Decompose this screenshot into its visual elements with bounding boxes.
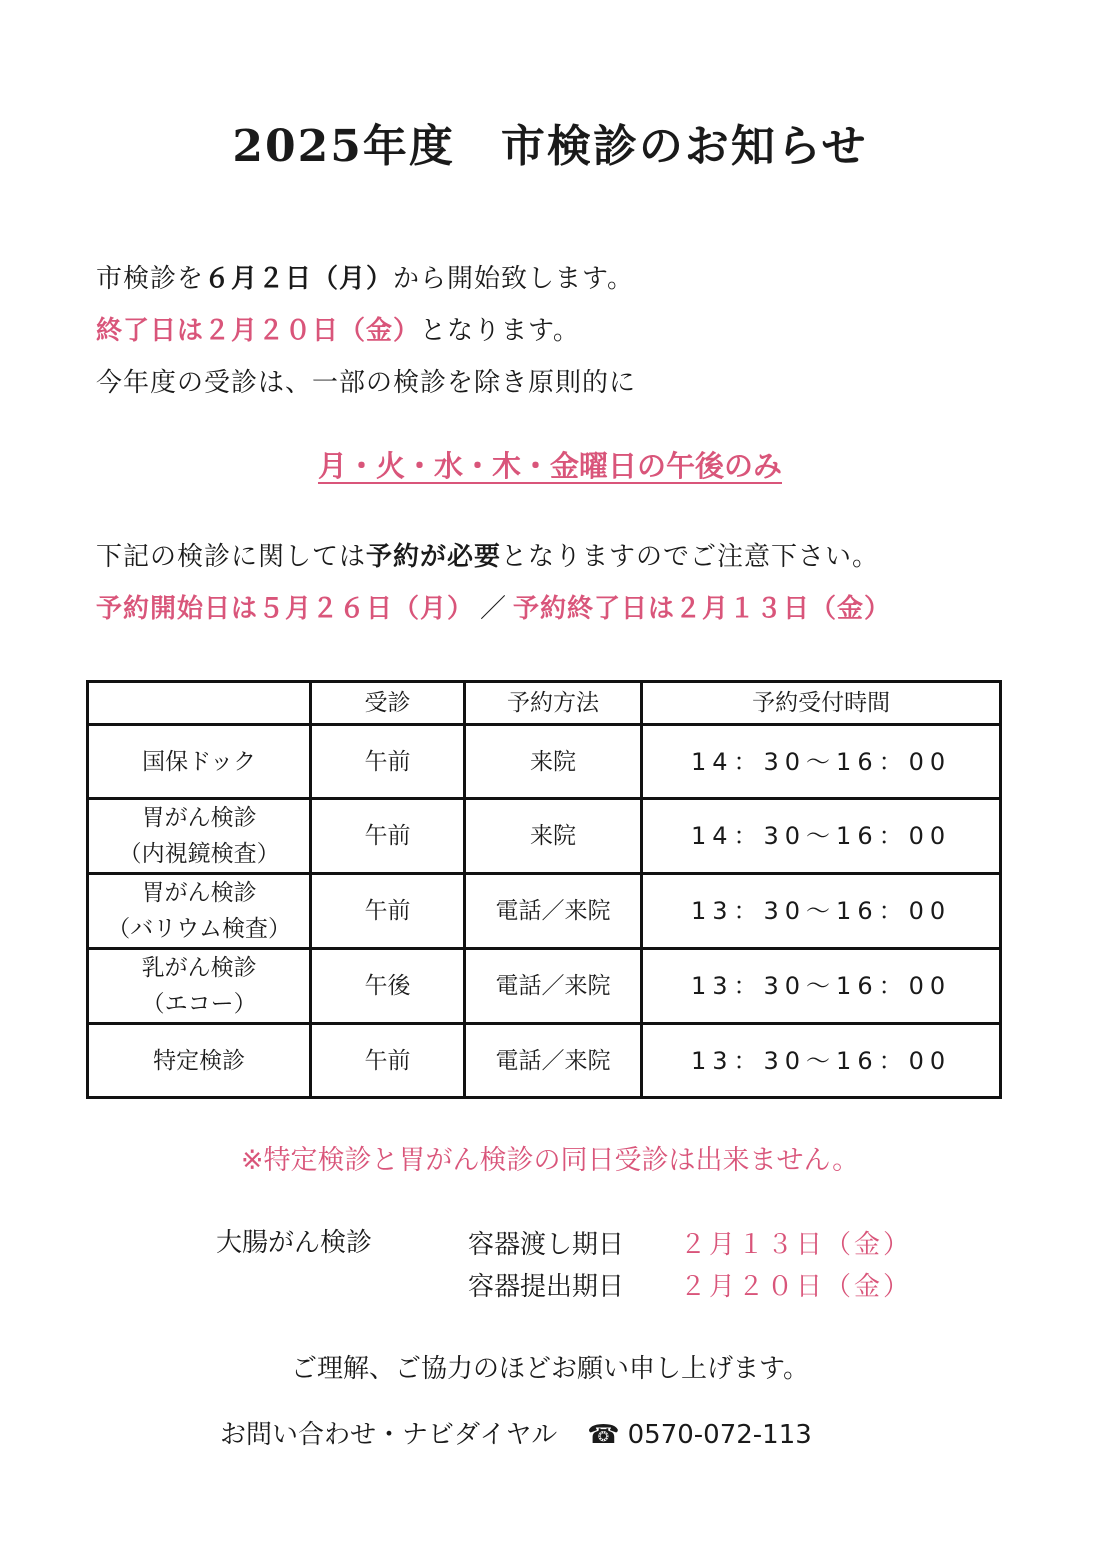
reception-hours-cell: 13：30〜16：00 [642,874,1001,949]
reservation-start: 予約開始日は５月２６日（月） [96,594,475,624]
exam-time-cell: 午前 [311,725,464,799]
exam-subname: （バリウム検査） [107,916,292,942]
exam-time-cell: 午前 [311,874,464,949]
exam-name: 乳がん検診 [141,955,257,981]
header-cell-exam: 受診 [311,682,464,725]
reservation-suffix: となりますのでご注意下さい。 [501,542,880,572]
telephone-icon: ☎ [587,1420,620,1450]
exam-time-cell: 午後 [311,949,464,1024]
start-date-prefix: 市検診を [96,264,205,294]
table-row [88,799,1001,874]
reservation-method-cell: 来院 [464,725,641,799]
reservation-method-cell: 電話／来院 [464,1024,641,1098]
exam-name: 胃がん検診 [141,805,257,831]
header-cell-blank [88,682,311,725]
end-date-suffix: となります。 [420,316,580,346]
same-day-warning: ※特定検診と胃がん検診の同日受診は出来ません。 [240,1145,860,1176]
start-date-suffix: から開始致します。 [393,264,634,294]
exam-name: 国保ドック [142,748,257,775]
closing-message: ご理解、ご協力のほどお願い申し上げます。 [291,1354,809,1384]
exam-name-cell [88,799,311,874]
colon-exam-label: 大腸がん検診 [216,1228,373,1258]
table-row [88,949,1001,1024]
end-date: 終了日は２月２０日（金） [96,316,421,346]
reservation-end: 予約終了日は２月１３日（金） [513,594,892,624]
reservation-method-cell: 来院 [464,799,641,874]
weekdays-afternoon-notice [0,444,1100,485]
reception-hours-cell: 14：30〜16：00 [642,725,1001,799]
reservation-period-line [96,588,891,625]
exam-name-cell [88,725,311,799]
reservation-required-line [96,536,879,573]
container-submit-date: ２月２０日（金） [680,1272,913,1302]
weekdays-afternoon-text: 月・火・水・木・金曜日の午後のみ [317,449,782,483]
table-row [88,874,1001,949]
end-date-line [96,310,580,347]
reception-hours-cell: 13：30〜16：00 [642,1024,1001,1098]
reservation-method-cell: 電話／来院 [464,949,641,1024]
exam-time-cell: 午前 [311,799,464,874]
phone-number[interactable]: 0570-072-113 [627,1420,812,1450]
header-cell-method: 予約方法 [464,682,641,725]
contact-label: お問い合わせ・ナビダイヤル [220,1420,558,1450]
exam-name-cell [88,1024,311,1098]
exam-name: 特定検診 [153,1047,246,1074]
reservation-method-cell: 電話／来院 [464,874,641,949]
schedule-intro-line: 今年度の受診は、一部の検診を除き原則的に [96,368,637,398]
table-row [88,725,1001,799]
exam-time-cell: 午前 [311,1024,464,1098]
exam-name-cell [88,874,311,949]
container-handout-label: 容器渡し期日 [468,1230,625,1260]
reservation-required: 予約が必要 [366,542,502,572]
container-submit-label: 容器提出期日 [468,1272,625,1302]
start-date: ６月２日（月） [204,264,394,294]
reservation-prefix: 下記の検診に関しては [96,542,367,572]
table-row [88,1024,1001,1098]
reception-hours-cell: 14：30〜16：00 [642,799,1001,874]
start-date-line [96,258,634,295]
contact-line [220,1414,812,1451]
table-header-row [88,682,1001,725]
exam-name-cell [88,949,311,1024]
reception-hours-cell: 13：30〜16：00 [642,949,1001,1024]
header-cell-time: 予約受付時間 [642,682,1001,725]
exam-subname: （エコー） [141,991,257,1017]
container-handout-date: ２月１３日（金） [680,1230,913,1260]
reservation-separator: ／ [480,594,508,624]
exam-schedule-table [86,680,1002,1099]
exam-name: 胃がん検診 [141,880,257,906]
exam-subname: （内視鏡検査） [118,841,280,867]
page-title: 2025年度 市検診のお知らせ [232,121,868,172]
